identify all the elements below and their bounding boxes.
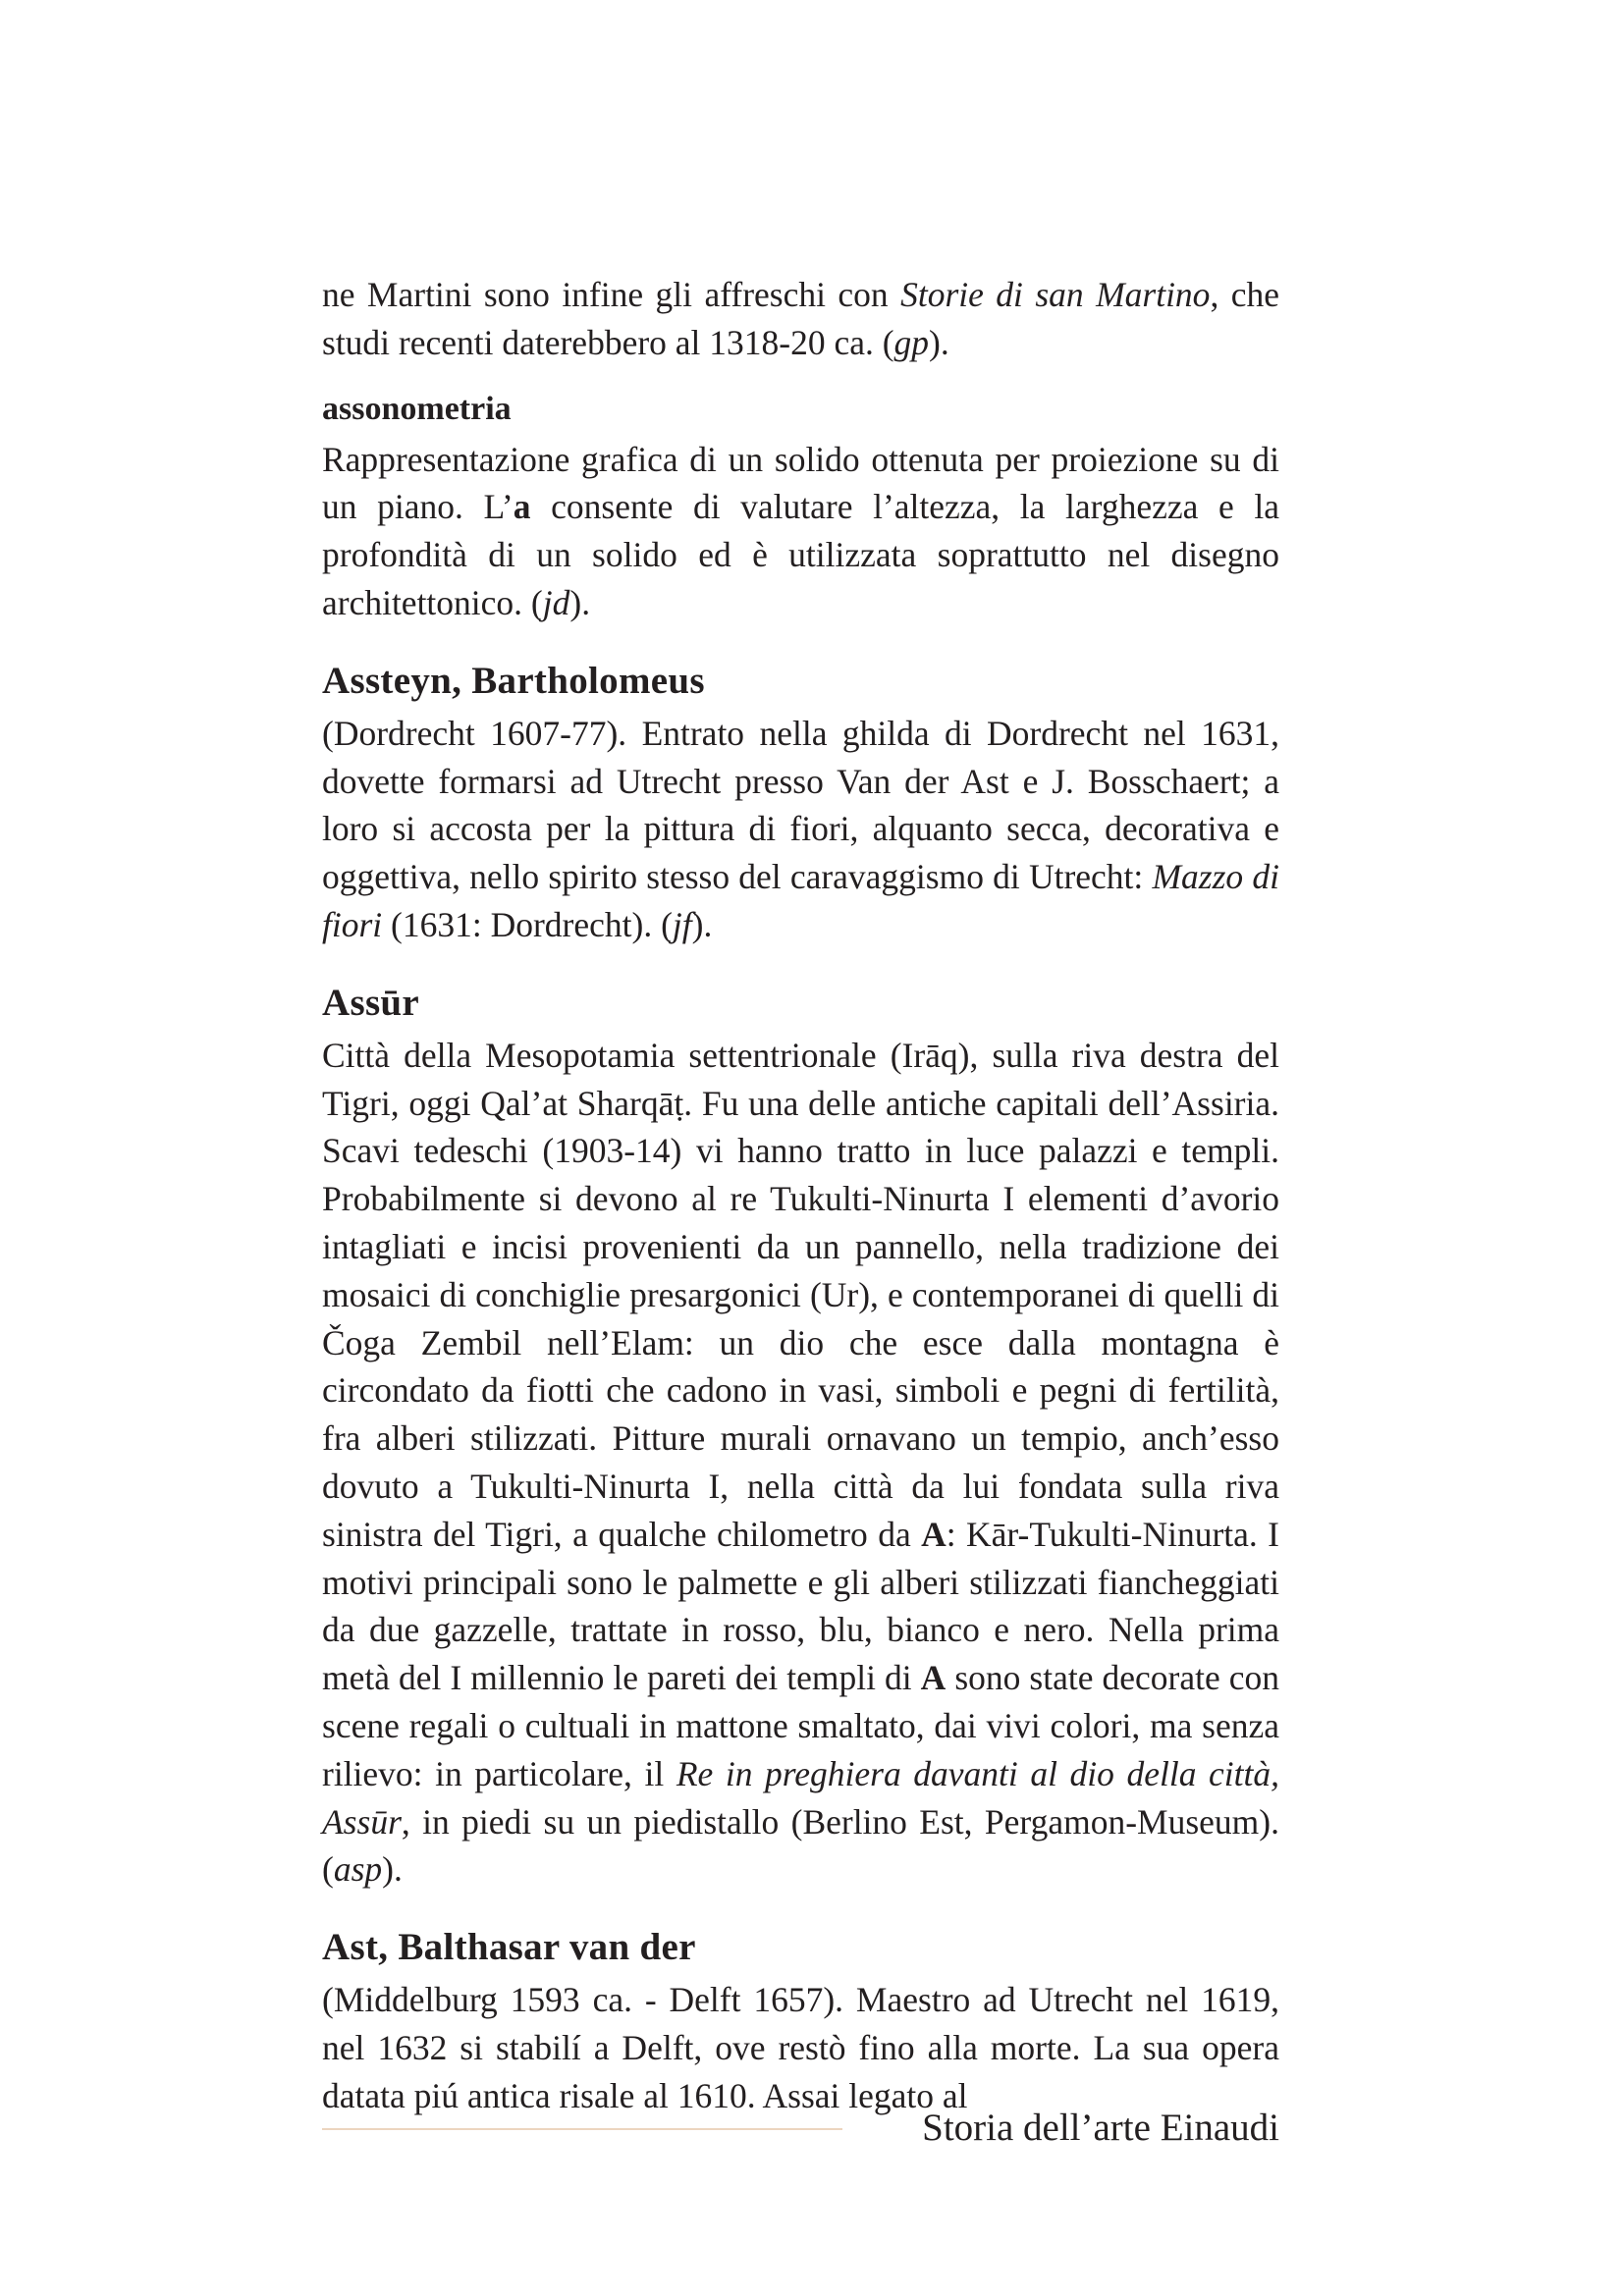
- entry-body: [322, 436, 1279, 627]
- entry-body: [322, 1032, 1279, 1894]
- body-text: (1631: Dordrecht). (: [382, 904, 673, 944]
- work-title: Re in preghiera davanti al dio della città, Assūr: [322, 1753, 1279, 1842]
- author-initials: gp: [893, 322, 930, 362]
- body-text: , in piedi su un piedistallo (Berlino Est, Pergamon-Museum). (: [322, 1801, 1279, 1890]
- body-text: sono state decorate con scene regali o cultuali in mattone smaltato, dai vivi colori, ma senza rilievo: in particolare, il: [322, 1658, 1280, 1793]
- entry-heading: Ast, Balthasar van der: [322, 1926, 696, 1969]
- body-text: : Kār-Tukulti-Ninurta. I motivi principali sono le palmette e gli alberi stilizzati fiancheggiati da due gazzelle, trattate in rosso, blu, bianco e nero. Nella prima metà del I millennio le pareti dei templi di: [322, 1514, 1279, 1698]
- continuation-closing: ).: [929, 322, 949, 362]
- entry-heading: Assteyn, Bartholomeus: [322, 659, 705, 702]
- author-initials: asp: [333, 1849, 383, 1890]
- body-text: Rappresentazione grafica di un solido ottenuta per proiezione su di un piano. L’: [322, 439, 1279, 527]
- page-body: [322, 271, 1279, 2120]
- entry-assonometria: [322, 387, 1279, 627]
- body-text: (Dordrecht 1607-77). Entrato nella ghilda di Dordrecht nel 1631, dovette formarsi ad Utrecht presso Van der Ast e J. Bosschaert; a loro si accosta per la pittura di fiori, alquanto secca, decorativa e oggettiva, nello spirito stesso del caravaggismo di Utrecht:: [322, 713, 1279, 897]
- body-text: (Middelburg 1593 ca. - Delft 1657). Maestro ad Utrecht nel 1619, nel 1632 si stabilí a Delft, ove restò fino alla morte. La sua opera datata piú antica risale al 1610. Assai legato al: [322, 1980, 1279, 2115]
- author-initials: jd: [542, 582, 570, 622]
- continuation-text-after: , che studi recenti daterebbero al 1318-20 ca. (: [322, 275, 1279, 362]
- body-text: ).: [569, 582, 591, 622]
- entry-assteyn: [322, 657, 1279, 949]
- entry-body: [322, 1976, 1279, 2119]
- continuation-paragraph: [322, 271, 1279, 367]
- entry-assur: [322, 979, 1279, 1894]
- body-text: Città della Mesopotamia settentrionale (Irāq), sulla riva destra del Tigri, oggi Qal’at Sharqāṭ. Fu una delle antiche capitali dell’Assiria. Scavi tedeschi (1903-14) vi hanno tratto in luce palazzi e templi. Probabilmente si devono al re Tukulti-Ninurta I elementi d’avorio intagliati e incisi provenienti da un pannello, nella tradizione dei mosaici di conchiglie presargonici (Ur), e contemporanei di quelli di Čoga Zembil nell’Elam: un dio che esce dalla montagna è circondato da fiotti che cadono in vasi, simboli e pegni di fertilità, fra alberi stilizzati. Pitture murali ornavano un tempio, anch’esso dovuto a Tukulti-Ninurta I, nella città da lui fondata sulla riva sinistra del Tigri, a qualche chilometro da: [322, 1035, 1279, 1554]
- entry-abbrev: A: [920, 1658, 947, 1698]
- entry-heading: Assūr: [322, 981, 420, 1024]
- author-initials: jf: [672, 904, 692, 944]
- entry-abbrev: a: [513, 487, 531, 527]
- page-footer: [322, 2104, 1279, 2153]
- footer-rule: [322, 2128, 842, 2130]
- footer-title: Storia dell’arte Einaudi: [922, 2107, 1279, 2149]
- continuation-text: ne Martini sono infine gli affreschi con: [322, 275, 901, 314]
- body-text: ).: [382, 1849, 403, 1890]
- body-text: ).: [691, 904, 713, 944]
- entry-ast: [322, 1923, 1279, 2119]
- work-title: Mazzo di fiori: [322, 857, 1279, 944]
- continuation-title: Storie di san Martino: [900, 275, 1211, 314]
- entry-heading: assonometria: [322, 390, 512, 427]
- body-text: consente di valutare l’altezza, la larghezza e la profondità di un solido ed è utilizzata soprattutto nel disegno architettonico. (: [322, 487, 1279, 622]
- entry-abbrev: A: [921, 1514, 947, 1554]
- entry-body: [322, 710, 1279, 949]
